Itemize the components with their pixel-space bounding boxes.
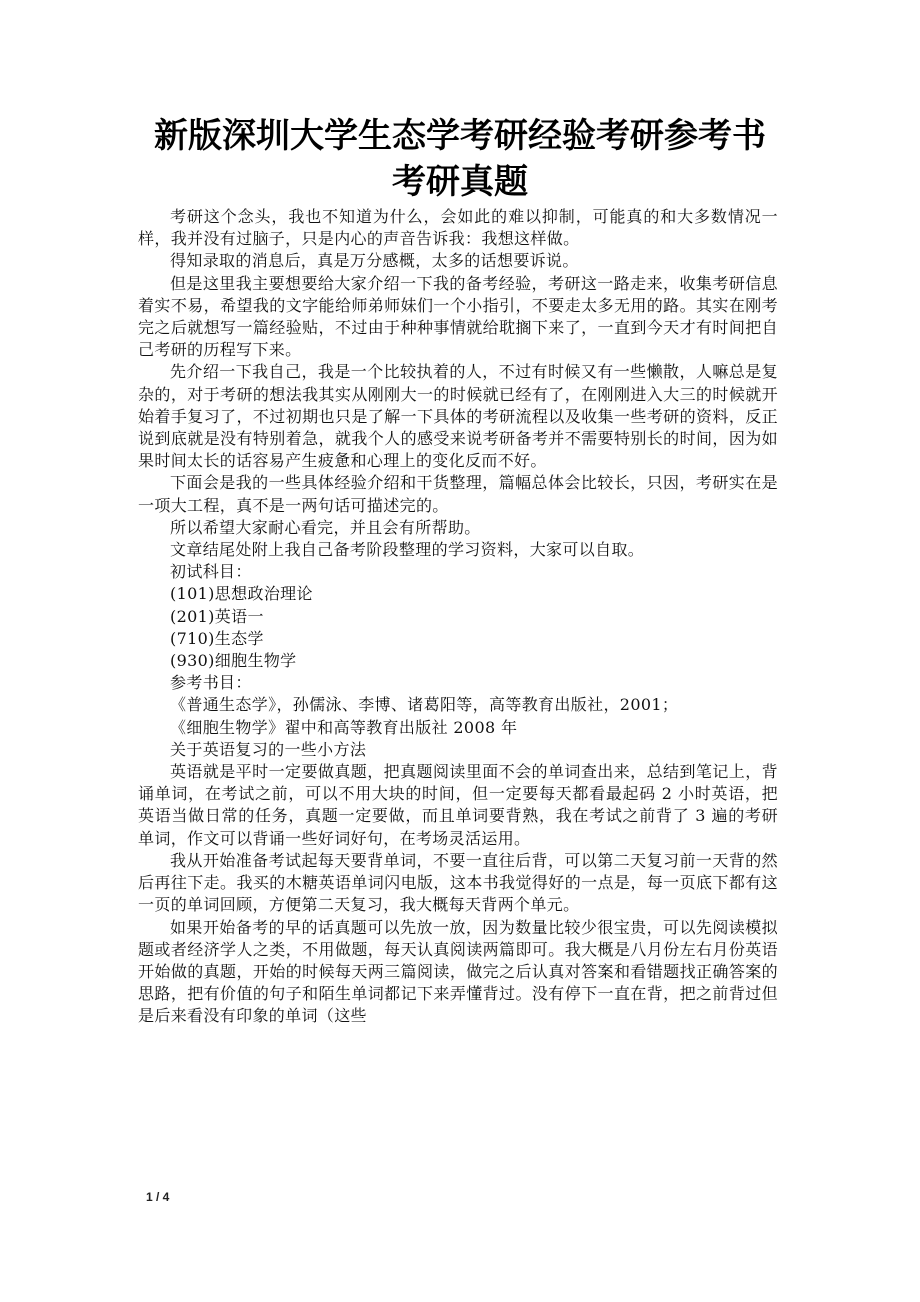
document-body [138, 206, 778, 1028]
paragraph: 得知录取的消息后，真是万分感概，太多的话想要诉说。 [170, 251, 579, 271]
exam-subject-item: (101)思想政治理论 [170, 584, 313, 604]
reference-books-heading: 参考书目： [170, 673, 252, 693]
reference-book-item: 《普通生态学》，孙儒泳、李博、诸葛阳等，高等教育出版社，2001； [170, 695, 679, 715]
paragraph: 如果开始备考的早的话真题可以先放一放，因为数量比较少很宝贵，可以先阅读模拟题或者经济学人之类，不用做题，每天认真阅读两篇即可。我大概是八月份左右月份英语开始做的真题，开始的时候每天两三篇阅读，做完之后认真对答案和看错题找正确答案的思路，把有价值的句子和陌生单词都记下来弄懂背过。没有停下一直在背，把之前背过但是后来看没有印象的单词（这些 [138, 917, 778, 1026]
paragraph: 但是这里我主要想要给大家介绍一下我的备考经验，考研这一路走来，收集考研信息着实不易，希望我的文字能给师弟师妹们一个小指引，不要走太多无用的路。其实在刚考完之后就想写一篇经验贴，不过由于种种事情就给耽搁下来了，一直到今天才有时间把自己考研的历程写下来。 [138, 273, 778, 360]
paragraph: 文章结尾处附上我自己备考阶段整理的学习资料，大家可以自取。 [170, 540, 645, 560]
paragraph: 考研这个念头，我也不知道为什么，会如此的难以抑制，可能真的和大多数情况一样，我并没有过脑子，只是内心的声音告诉我：我想这样做。 [138, 207, 778, 249]
paragraph: 所以希望大家耐心看完，并且会有所帮助。 [170, 517, 481, 537]
reference-book-item: 《细胞生物学》翟中和高等教育出版社 2008 年 [170, 717, 518, 737]
paragraph: 先介绍一下我自己，我是一个比较执着的人，不过有时候又有一些懒散，人嘛总是复杂的，对于考研的想法我其实从刚刚大一的时候就已经有了，在刚刚进入大三的时候就开始着手复习了，不过初期也只是了解一下具体的考研流程以及收集一些考研的资料，反正说到底就是没有特别着急，就我个人的感受来说考研备考并不需要特别长的时间，因为如果时间太长的话容易产生疲惫和心理上的变化反而不好。 [138, 362, 778, 471]
paragraph: 下面会是我的一些具体经验介绍和干货整理，篇幅总体会比较长，只因，考研实在是一项大工程，真不是一两句话可描述完的。 [138, 473, 778, 515]
exam-subject-item: (930)细胞生物学 [170, 651, 297, 671]
paragraph: 我从开始准备考试起每天要背单词，不要一直往后背，可以第二天复习前一天背的然后再往下走。我买的木糖英语单词闪电版，这本书我觉得好的一点是，每一页底下都有这一页的单词回顾，方便第二天复习，我大概每天背两个单元。 [138, 850, 778, 915]
document-title-line-2: 考研真题 [392, 162, 528, 202]
exam-subject-item: (201)英语一 [170, 606, 264, 626]
document-title-line-1: 新版深圳大学生态学考研经验考研参考书 [154, 116, 766, 156]
page-indicator: 1 / 4 [146, 1190, 170, 1204]
paragraph: 英语就是平时一定要做真题，把真题阅读里面不会的单词查出来，总结到笔记上，背诵单词，在考试之前，可以不用大块的时间，但一定要每天都看最起码 2 小时英语，把英语当做日常的任务，真题一定要做，而且单词要背熟，我在考试之前背了 3 遍的考研单词，作文可以背诵一些好词好句，在考场灵活运用。 [138, 762, 778, 848]
exam-subjects-heading: 初试科目： [170, 562, 252, 582]
exam-subject-item: (710)生态学 [170, 628, 264, 648]
english-review-heading: 关于英语复习的一些小方法 [170, 739, 367, 759]
